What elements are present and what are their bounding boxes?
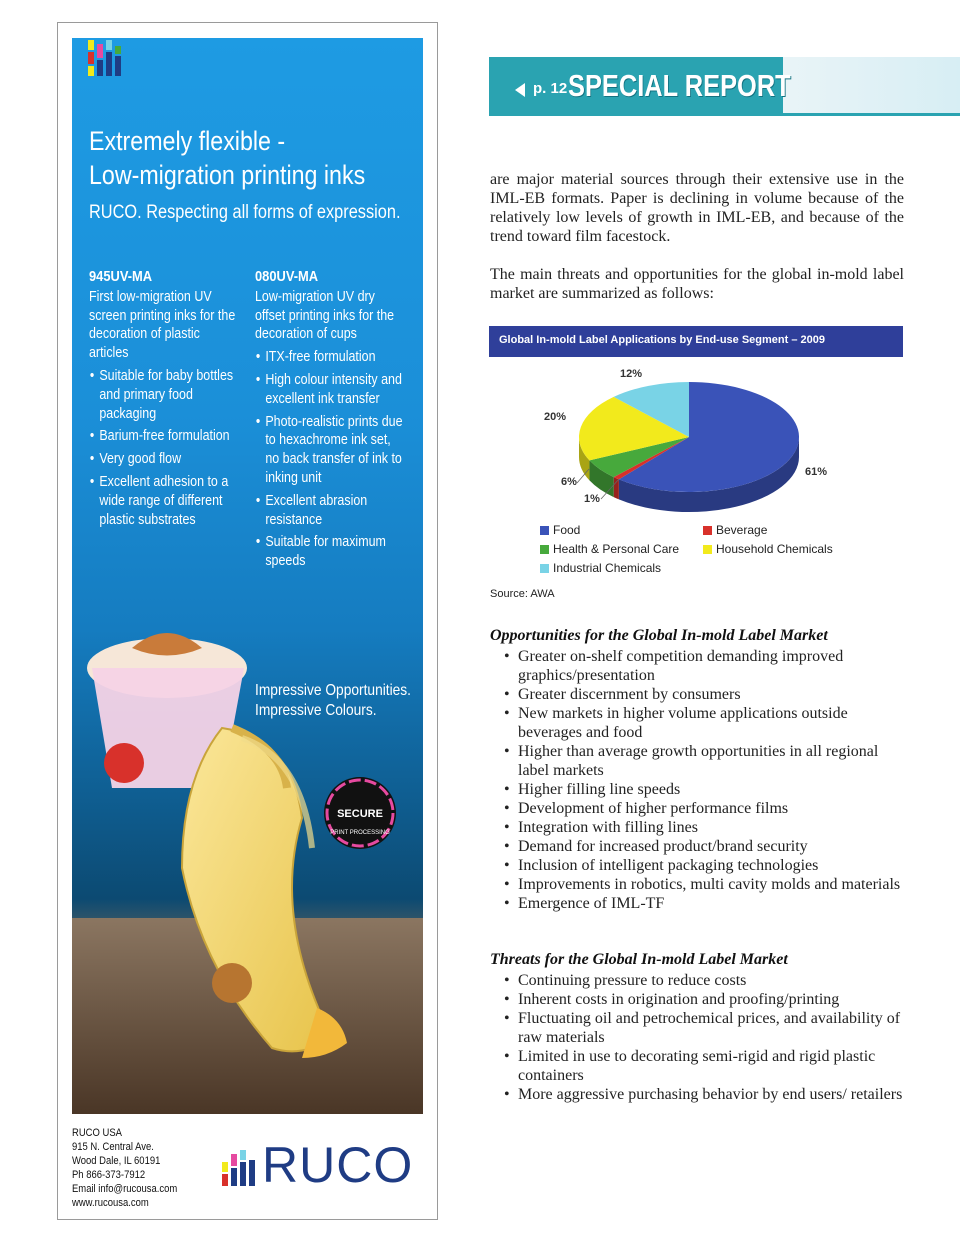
pie-value-label: 6% — [561, 476, 577, 488]
legend-item-food — [540, 523, 580, 537]
product-feature: • Excellent abrasion resistance — [265, 492, 405, 530]
ad-slogan-line-2: Impressive Colours. — [255, 702, 377, 719]
list-item: • Inclusion of intelligent packaging technologies — [490, 856, 904, 875]
list-item: • Greater on-shelf competition demanding improved graphics/presentation — [490, 647, 904, 685]
legend-item-beverage — [703, 523, 767, 537]
product-feature: • Suitable for maximum speeds — [265, 533, 405, 571]
section-title: SPECIAL REPORT — [568, 68, 791, 103]
article-paragraph: are major material sources through their extensive use in the IML-EB formats. Paper is declining in volume because of the relatively low levels of growth in IML-EB, and because of the trend toward film facestock. — [490, 171, 904, 245]
legend-label: Household Chemicals — [716, 542, 833, 556]
list-item: • New markets in higher volume applications outside beverages and food — [490, 704, 904, 742]
legend-label: Industrial Chemicals — [553, 561, 662, 575]
legend-item-industrial — [540, 561, 661, 575]
product-feature: • Photo-realistic prints due to hexachrome ink set, no back transfer of ink to inking unit — [265, 413, 405, 488]
cherry-character-icon — [104, 743, 144, 783]
ruco-wordmark: RUCO — [262, 1137, 414, 1193]
product-feature-list — [255, 348, 406, 571]
opportunities-list — [490, 647, 904, 913]
legend-label: Food — [553, 523, 581, 537]
ad-slogan-line-1: Impressive Opportunities. — [255, 682, 412, 699]
legend-swatch — [540, 545, 549, 554]
product-feature: • Excellent adhesion to a wide range of different plastic substrates — [99, 473, 239, 529]
pie-value-label: 20% — [543, 411, 567, 423]
ruco-logo-mark-icon — [88, 40, 128, 76]
header-rule — [489, 113, 960, 116]
pie-value-label: 12% — [619, 368, 643, 380]
product-feature-list — [89, 367, 240, 529]
product-description: Low-migration UV dry offset printing inks for the decoration of cups — [255, 288, 395, 343]
ad-email: Email info@rucousa.com — [72, 1183, 178, 1195]
pie-value-label: 61% — [804, 466, 828, 478]
header-fade — [783, 57, 960, 113]
legend-swatch — [703, 526, 712, 535]
list-item: • More aggressive purchasing behavior by end users/ retailers — [490, 1085, 904, 1104]
list-item: • Higher filling line speeds — [490, 780, 904, 799]
ad-headline — [89, 124, 373, 192]
ad-illustration — [72, 588, 423, 1114]
product-name: 080UV-MA — [255, 268, 319, 285]
list-item: • Limited in use to decorating semi-rigid and rigid plastic containers — [490, 1047, 904, 1085]
legend-item-health — [540, 542, 679, 556]
legend-label: Beverage — [716, 523, 768, 537]
threats-list — [490, 971, 904, 1104]
ad-headline-line-2: Low-migration printing inks — [89, 160, 366, 190]
product-name: 945UV-MA — [89, 268, 153, 285]
ad-company: RUCO USA — [72, 1127, 122, 1139]
ruco-brand-logo — [222, 1137, 422, 1193]
ad-tagline: RUCO. Respecting all forms of expression. — [89, 202, 401, 223]
legend-label: Health & Personal Care — [553, 542, 680, 556]
article-paragraph: The main threats and opportunities for the global in-mold label market are summarized as follows: — [490, 266, 904, 302]
legend-item-household — [703, 542, 833, 556]
ad-headline-line-1: Extremely flexible - — [89, 126, 286, 156]
list-item: • Demand for increased product/brand security — [490, 837, 904, 856]
list-item: • Higher than average growth opportunities in all regional label markets — [490, 742, 904, 780]
product-feature: • Very good flow — [99, 450, 239, 469]
seal-ring-text: PRINT PROCESSING — [330, 830, 390, 836]
ad-address-block — [72, 1126, 177, 1210]
ruco-logo-bars-icon — [222, 1150, 256, 1186]
ad-product-right — [255, 268, 406, 575]
page-reference: p. 12 — [533, 80, 568, 97]
list-item: • Development of higher performance films — [490, 799, 904, 818]
chart-source: Source: AWA — [490, 588, 555, 600]
legend-swatch — [540, 564, 549, 573]
list-item: • Continuing pressure to reduce costs — [490, 971, 904, 990]
list-item: • Inherent costs in origination and proofing/printing — [490, 990, 904, 1009]
product-feature: • Barium-free formulation — [99, 427, 239, 446]
product-feature: • Suitable for baby bottles and primary food packaging — [99, 367, 239, 423]
ad-street: 915 N. Central Ave. — [72, 1141, 154, 1153]
monkey-icon — [212, 963, 252, 1003]
list-item: • Greater discernment by consumers — [490, 685, 904, 704]
chart-title-bar — [489, 326, 903, 357]
list-item: • Integration with filling lines — [490, 818, 904, 837]
ad-product-left — [89, 268, 240, 533]
section-header — [489, 57, 791, 113]
list-item: • Fluctuating oil and petrochemical prices, and availability of raw materials — [490, 1009, 904, 1047]
product-description: First low-migration UV screen printing inks for the decoration of plastic articles — [89, 288, 236, 362]
threats-heading: Threats for the Global In-mold Label Market — [490, 951, 788, 968]
ad-phone: Ph 866-373-7912 — [72, 1169, 146, 1181]
ad-city: Wood Dale, IL 60191 — [72, 1155, 161, 1167]
legend-swatch — [540, 526, 549, 535]
pie-value-label: 1% — [584, 493, 600, 505]
opportunities-heading: Opportunities for the Global In-mold Label Market — [490, 627, 828, 644]
advertisement-panel — [72, 38, 423, 1114]
seal-text: SECURE — [337, 808, 383, 820]
list-item: • Emergence of IML-TF — [490, 894, 904, 913]
back-arrow-icon — [515, 83, 525, 97]
product-feature: • ITX-free formulation — [265, 348, 405, 367]
product-feature: • High colour intensity and excellent ink transfer — [265, 371, 405, 409]
chart-title: Global In-mold Label Applications by End-use Segment – 2009 — [499, 334, 825, 346]
list-item: • Improvements in robotics, multi cavity molds and materials — [490, 875, 904, 894]
ad-website: www.rucousa.com — [72, 1197, 149, 1209]
legend-swatch — [703, 545, 712, 554]
